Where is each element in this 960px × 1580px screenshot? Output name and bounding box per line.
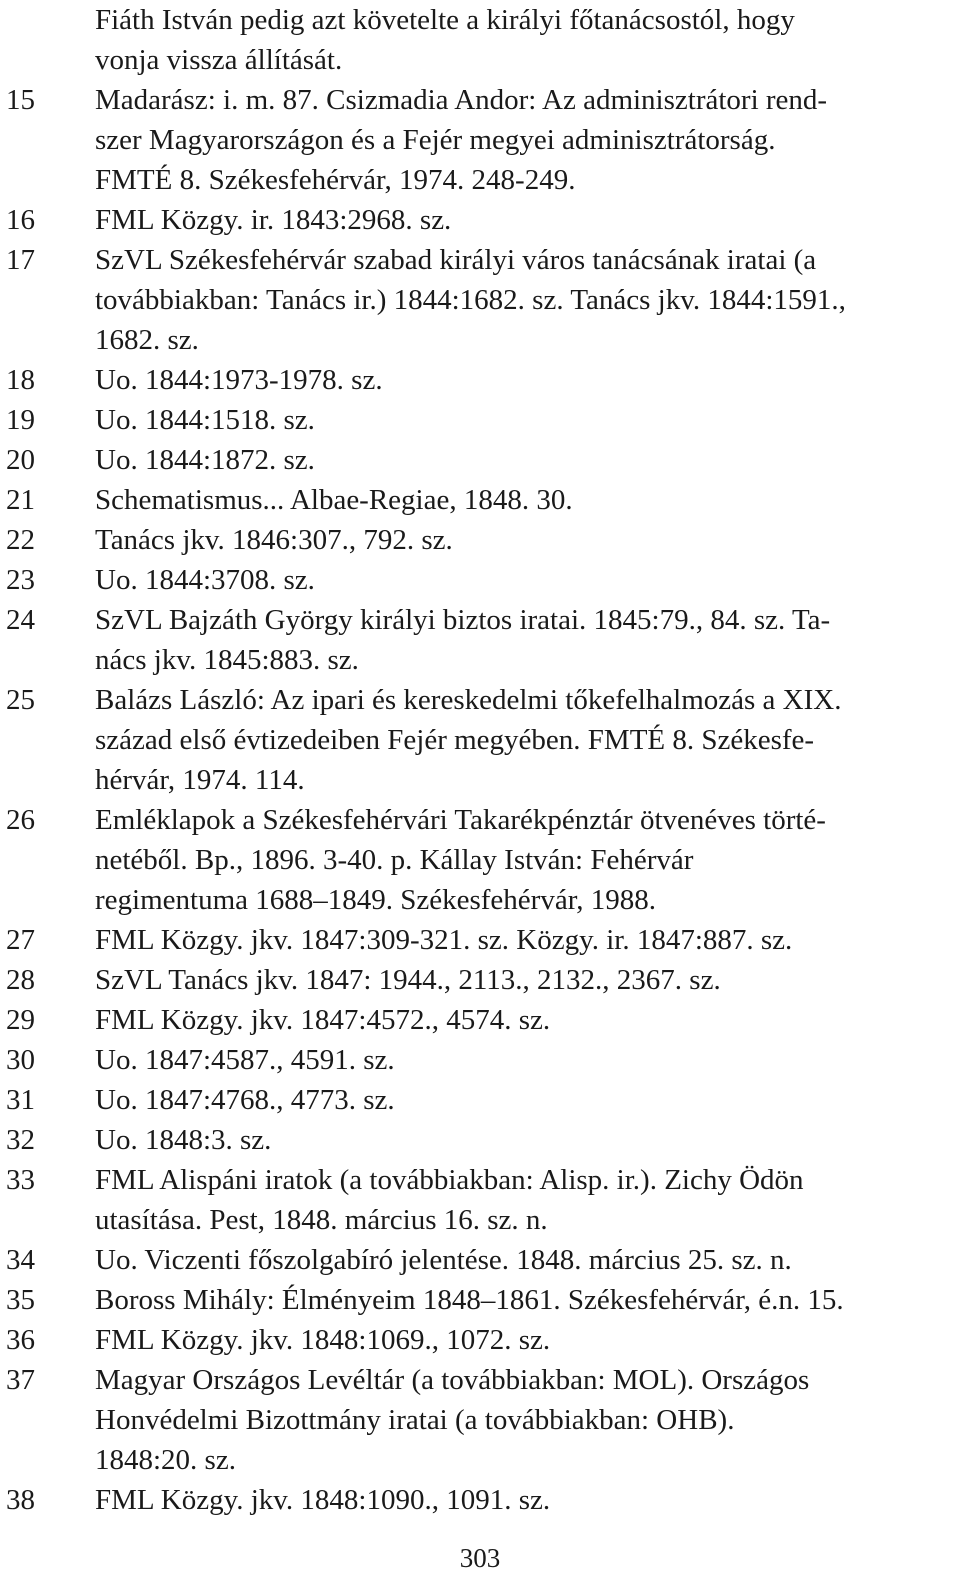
- footnote-text: [95, 360, 947, 400]
- footnote-number: 27: [6, 924, 35, 956]
- footnote-item: [0, 560, 960, 600]
- footnote-item: [0, 1480, 960, 1520]
- footnote-number: 29: [6, 1004, 35, 1036]
- footnote-text: [95, 1080, 947, 1120]
- footnote-item: [0, 1320, 960, 1360]
- footnote-line: FML Közgy. ir. 1843:2968. sz.: [95, 204, 452, 236]
- footnote-number: 19: [6, 404, 35, 436]
- footnote-item: [0, 200, 960, 240]
- footnote-item: [0, 1360, 960, 1480]
- footnote-text: [95, 1280, 947, 1320]
- footnote-line: Honvédelmi Bizottmány iratai (a továbbiakban: OHB).: [95, 1404, 735, 1436]
- footnote-text: [95, 1120, 947, 1160]
- footnote-line: FML Közgy. jkv. 1848:1090., 1091. sz.: [95, 1484, 551, 1516]
- footnote-line: FML Közgy. jkv. 1847:4572., 4574. sz.: [95, 1004, 551, 1036]
- footnote-text: [95, 0, 947, 80]
- footnote-line: század első évtizedeiben Fejér megyében. FMTÉ 8. Székesfe-: [95, 724, 815, 756]
- footnote-line: vonja vissza állítását.: [95, 44, 343, 76]
- footnote-text: [95, 80, 947, 200]
- footnote-line: Uo. 1844:1872. sz.: [95, 444, 315, 476]
- footnote-item: [0, 440, 960, 480]
- footnote-line: Uo. 1844:1973-1978. sz.: [95, 364, 383, 396]
- footnote-text: [95, 560, 947, 600]
- footnote-number: 33: [6, 1164, 35, 1196]
- footnote-line: 1682. sz.: [95, 324, 199, 356]
- footnote-text: [95, 200, 947, 240]
- page-number: 303: [459, 1543, 501, 1573]
- footnote-number: 25: [6, 684, 35, 716]
- footnote-line: Schematismus... Albae-Regiae, 1848. 30.: [95, 484, 573, 516]
- footnote-text: [95, 240, 947, 360]
- footnote-item: [0, 1240, 960, 1280]
- footnote-item: [0, 1000, 960, 1040]
- footnote-number: 18: [6, 364, 35, 396]
- footnote-item: [0, 800, 960, 920]
- footnote-line: Uo. 1847:4587., 4591. sz.: [95, 1044, 395, 1076]
- footnote-number: 31: [6, 1084, 35, 1116]
- footnote-line: FMTÉ 8. Székesfehérvár, 1974. 248-249.: [95, 164, 576, 196]
- footnote-line: Uo. 1844:3708. sz.: [95, 564, 315, 596]
- footnote-line: Emléklapok a Székesfehérvári Takarékpénztár ötvenéves törté-: [95, 804, 826, 836]
- footnote-line: Madarász: i. m. 87. Csizmadia Andor: Az adminisztrátori rend-: [95, 84, 828, 116]
- footnote-line: Tanács jkv. 1846:307., 792. sz.: [95, 524, 453, 556]
- footnote-number: 24: [6, 604, 35, 636]
- footnote-number: 38: [6, 1484, 35, 1516]
- footnote-item: [0, 1120, 960, 1160]
- footnote-line: Balázs László: Az ipari és kereskedelmi tőkefelhalmozás a XIX.: [95, 684, 842, 716]
- footnote-text: [95, 680, 947, 800]
- footnote-text: [95, 1240, 947, 1280]
- footnote-number: 26: [6, 804, 35, 836]
- footnote-number: 16: [6, 204, 35, 236]
- footnote-number: 23: [6, 564, 35, 596]
- footnote-text: [95, 920, 947, 960]
- footnote-item: [0, 520, 960, 560]
- footnote-line: Fiáth István pedig azt követelte a királyi főtanácsostól, hogy: [95, 4, 795, 36]
- footnote-item: [0, 600, 960, 680]
- footnote-line: 1848:20. sz.: [95, 1444, 236, 1476]
- footnote-number: 28: [6, 964, 35, 996]
- footnote-line: SzVL Székesfehérvár szabad királyi város tanácsának iratai (a: [95, 244, 817, 276]
- footnote-line: SzVL Bajzáth György királyi biztos iratai. 1845:79., 84. sz. Ta-: [95, 604, 831, 636]
- footnote-item: [0, 400, 960, 440]
- footnote-text: [95, 480, 947, 520]
- footnote-item: [0, 680, 960, 800]
- footnote-number: 36: [6, 1324, 35, 1356]
- footnote-item: [0, 920, 960, 960]
- footnote-item: [0, 360, 960, 400]
- footnote-number: 34: [6, 1244, 35, 1276]
- footnote-text: [95, 1360, 947, 1480]
- footnote-text: [95, 1480, 947, 1520]
- footnote-number: 20: [6, 444, 35, 476]
- footnote-line: Uo. Viczenti főszolgabíró jelentése. 1848. március 25. sz. n.: [95, 1244, 792, 1276]
- footnote-number: 35: [6, 1284, 35, 1316]
- footnote-number: 17: [6, 244, 35, 276]
- footnote-number: 32: [6, 1124, 35, 1156]
- footnote-text: [95, 1160, 947, 1240]
- footnote-line: SzVL Tanács jkv. 1847: 1944., 2113., 2132., 2367. sz.: [95, 964, 721, 996]
- footnote-item: [0, 480, 960, 520]
- footnote-item: [0, 240, 960, 360]
- footnote-item: [0, 1280, 960, 1320]
- footnote-text: [95, 400, 947, 440]
- footnote-line: FML Közgy. jkv. 1848:1069., 1072. sz.: [95, 1324, 551, 1356]
- footnote-line: Uo. 1847:4768., 4773. sz.: [95, 1084, 395, 1116]
- footnote-number: 21: [6, 484, 35, 516]
- footnote-number: 15: [6, 84, 35, 116]
- footnote-line: Boross Mihály: Élményeim 1848–1861. Székesfehérvár, é.n. 15.: [95, 1284, 844, 1316]
- footnote-line: Magyar Országos Levéltár (a továbbiakban: MOL). Országos: [95, 1364, 810, 1396]
- footnote-line: Uo. 1844:1518. sz.: [95, 404, 315, 436]
- footnote-line: FML Közgy. jkv. 1847:309-321. sz. Közgy. ir. 1847:887. sz.: [95, 924, 793, 956]
- footnote-number: 22: [6, 524, 35, 556]
- footnote-text: [95, 600, 947, 680]
- footnote-line: hérvár, 1974. 114.: [95, 764, 305, 796]
- footnote-line: nács jkv. 1845:883. sz.: [95, 644, 359, 676]
- footnote-item: [0, 0, 960, 80]
- footnote-line: netéből. Bp., 1896. 3-40. p. Kállay István: Fehérvár: [95, 844, 694, 876]
- footnote-text: [95, 960, 947, 1000]
- footnote-line: Uo. 1848:3. sz.: [95, 1124, 272, 1156]
- footnote-number: 37: [6, 1364, 35, 1396]
- footnote-text: [95, 440, 947, 480]
- footnote-text: [95, 520, 947, 560]
- footnote-item: [0, 80, 960, 200]
- footnote-text: [95, 1000, 947, 1040]
- footnote-item: [0, 960, 960, 1000]
- footnote-text: [95, 1040, 947, 1080]
- footnote-line: továbbiakban: Tanács ir.) 1844:1682. sz. Tanács jkv. 1844:1591.,: [95, 284, 846, 316]
- footnote-item: [0, 1080, 960, 1120]
- footnote-line: utasítása. Pest, 1848. március 16. sz. n.: [95, 1204, 548, 1236]
- footnote-item: [0, 1160, 960, 1240]
- footnote-line: szer Magyarországon és a Fejér megyei adminisztrátorság.: [95, 124, 776, 156]
- footnote-item: [0, 1040, 960, 1080]
- footnote-text: [95, 800, 947, 920]
- footnote-line: FML Alispáni iratok (a továbbiakban: Alisp. ir.). Zichy Ödön: [95, 1164, 804, 1196]
- footnote-line: regimentuma 1688–1849. Székesfehérvár, 1988.: [95, 884, 656, 916]
- footnote-number: 30: [6, 1044, 35, 1076]
- footnote-text: [95, 1320, 947, 1360]
